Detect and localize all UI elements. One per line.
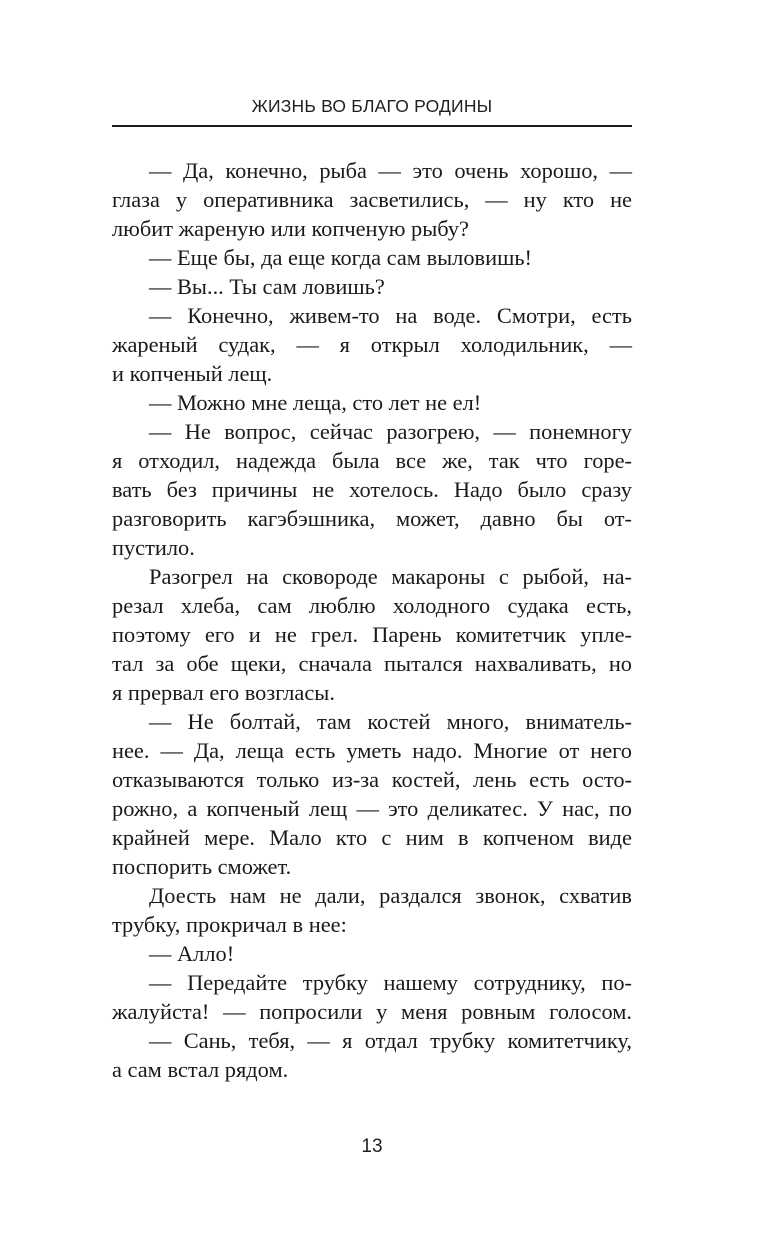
text-line: — Да, конечно, рыба — это очень хорошо, — (149, 158, 632, 183)
text-line: нее. — Да, леща есть уметь надо. Многие от него (112, 738, 632, 763)
body-text (112, 156, 632, 1084)
text-line: пустило. (112, 535, 195, 560)
text-line: жалуйста! — попросили у меня ровным голосом. (112, 999, 632, 1024)
text-line: глаза у оперативника засветились, — ну кто не (112, 187, 632, 212)
text-line: а сам встал рядом. (112, 1057, 289, 1082)
text-line: — Еще бы, да еще когда сам выловишь! (149, 245, 533, 270)
text-line: трубку, прокричал в нее: (112, 912, 347, 937)
text-line: поспорить сможет. (112, 854, 292, 879)
text-line: — Вы... Ты сам ловишь? (149, 274, 385, 299)
running-head: ЖИЗНЬ ВО БЛАГО РОДИНЫ (251, 96, 493, 116)
text-line: резал хлеба, сам люблю холодного судака есть, (112, 593, 632, 618)
text-line: — Алло! (149, 941, 235, 966)
text-line: — Можно мне леща, сто лет не ел! (149, 390, 482, 415)
text-line: отказываются только из-за костей, лень есть осто- (112, 767, 632, 792)
text-line: я отходил, надежда была все же, так что горе- (112, 448, 632, 473)
text-line: Доесть нам не дали, раздался звонок, схватив (149, 883, 632, 908)
text-line: — Не болтай, там костей много, вниматель- (149, 709, 632, 734)
text-line: рожно, а копченый лещ — это деликатес. У нас, по (112, 796, 632, 821)
text-line: тал за обе щеки, сначала пытался нахваливать, но (112, 651, 632, 676)
text-line: и копченый лещ. (112, 361, 273, 386)
text-line: — Передайте трубку нашему сотруднику, по- (149, 970, 632, 995)
text-line: — Конечно, живем-то на воде. Смотри, есть (149, 303, 632, 328)
page-number: 13 (361, 1136, 383, 1157)
text-line: — Сань, тебя, — я отдал трубку комитетчику, (149, 1028, 632, 1053)
text-line: — Не вопрос, сейчас разогрею, — понемногу (149, 419, 632, 444)
text-line: любит жареную или копченую рыбу? (112, 216, 469, 241)
text-line: Разогрел на сковороде макароны с рыбой, на- (149, 564, 632, 589)
text-line: вать без причины не хотелось. Надо было сразу (112, 477, 632, 502)
text-line: жареный судак, — я открыл холодильник, — (112, 332, 632, 357)
text-line: крайней мере. Мало кто с ним в копченом виде (112, 825, 632, 850)
text-line: разговорить кагэбэшника, может, давно бы от- (112, 506, 632, 531)
header-rule (112, 125, 632, 127)
text-line: я прервал его возгласы. (112, 680, 335, 705)
text-line: поэтому его и не грел. Парень комитетчик упле- (112, 622, 632, 647)
